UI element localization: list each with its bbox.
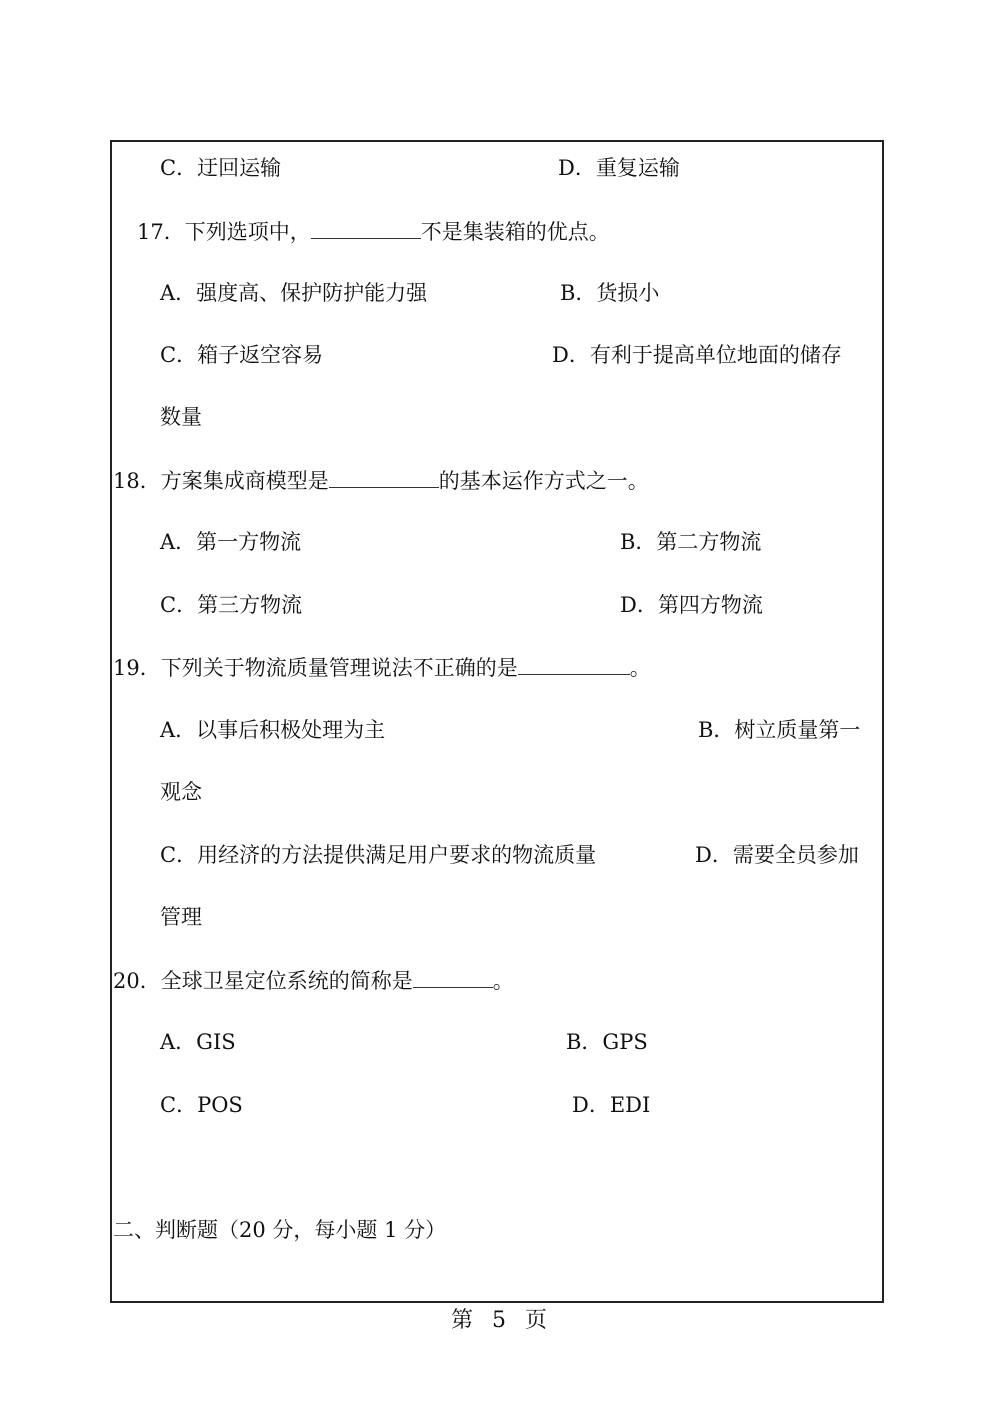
q19-option-c: C．用经济的方法提供满足用户要求的物流质量	[160, 843, 597, 867]
q18-option-b: B．第二方物流	[620, 530, 762, 554]
page-number: 第 5 页	[451, 1308, 547, 1333]
q18-option-d: D．第四方物流	[620, 593, 763, 617]
q19-prefix: 19．下列关于物流质量管理说法不正确的是	[113, 656, 518, 680]
q17-suffix: 不是集装箱的优点。	[420, 220, 610, 244]
q17-option-c: C．箱子返空容易	[160, 343, 324, 367]
q19-option-d: D．需要全员参加	[695, 843, 859, 867]
q18-option-a: A．第一方物流	[160, 530, 302, 554]
q18-option-c: C．第三方物流	[160, 593, 303, 617]
q16-option-d: D．重复运输	[558, 156, 680, 180]
q20-answer-blank[interactable]	[413, 967, 493, 988]
section-heading: 二、判断题（20 分，每小题 1 分）	[113, 1218, 447, 1242]
q17-option-d-cont: 数量	[160, 405, 202, 429]
q17-prefix: 17．下列选项中，	[137, 220, 311, 244]
q17-option-d: D．有利于提高单位地面的储存	[552, 343, 842, 367]
q20-suffix: 。	[492, 969, 514, 993]
q17-option-a: A．强度高、保护防护能力强	[160, 281, 428, 305]
q19-question	[113, 654, 651, 681]
exam-page-frame	[110, 140, 884, 1303]
q19-answer-blank[interactable]	[518, 654, 630, 675]
q17-question	[137, 218, 610, 245]
q20-option-b: B．GPS	[566, 1030, 648, 1054]
q19-option-d-cont: 管理	[160, 905, 202, 929]
q19-option-b: B．树立质量第一	[698, 718, 861, 742]
q20-option-a: A．GIS	[160, 1030, 236, 1054]
q18-suffix: 的基本运作方式之一。	[438, 469, 649, 493]
q19-suffix: 。	[629, 656, 651, 680]
q16-option-c: C．迂回运输	[160, 156, 282, 180]
q20-question	[113, 967, 514, 994]
q18-question	[113, 467, 649, 494]
q17-answer-blank[interactable]	[311, 218, 421, 239]
q20-option-d: D．EDI	[572, 1093, 651, 1117]
q18-answer-blank[interactable]	[329, 467, 439, 488]
q19-option-b-cont: 观念	[160, 780, 202, 804]
q19-option-a: A．以事后积极处理为主	[160, 718, 386, 742]
q20-prefix: 20．全球卫星定位系统的简称是	[113, 969, 413, 993]
q17-option-b: B．货损小	[560, 281, 660, 305]
q20-option-c: C．POS	[160, 1093, 243, 1117]
q18-prefix: 18．方案集成商模型是	[113, 469, 329, 493]
